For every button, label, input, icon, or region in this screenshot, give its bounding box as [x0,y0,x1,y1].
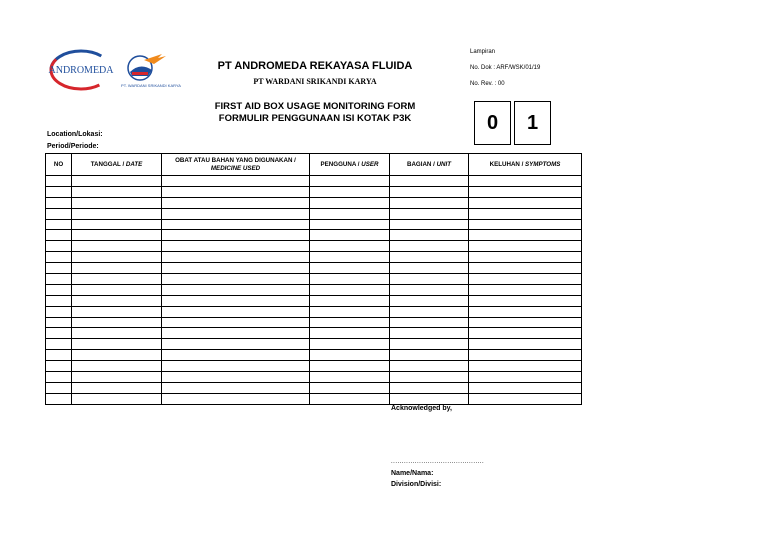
table-cell[interactable] [46,252,72,263]
table-cell[interactable] [162,306,310,317]
table-cell[interactable] [390,339,469,350]
table-cell[interactable] [72,263,162,274]
table-cell[interactable] [162,295,310,306]
table-cell[interactable] [390,186,469,197]
table-cell[interactable] [390,263,469,274]
table-cell[interactable] [469,317,582,328]
table-row [46,219,582,230]
table-cell[interactable] [46,176,72,187]
table-cell[interactable] [72,208,162,219]
lampiran-label: Lampiran [470,49,496,55]
table-cell[interactable] [469,241,582,252]
table-cell[interactable] [310,295,390,306]
table-cell[interactable] [72,372,162,383]
table-cell[interactable] [390,284,469,295]
table-row [46,339,582,350]
table-cell[interactable] [162,328,310,339]
table-cell[interactable] [162,361,310,372]
table-row [46,350,582,361]
table-cell[interactable] [162,230,310,241]
form-number-box-2: 1 [514,101,551,145]
table-cell[interactable] [162,350,310,361]
table-cell[interactable] [390,176,469,187]
usage-table [45,153,582,405]
name-label: Name/Nama: [391,470,434,477]
column-header-date: TANGGAL / DATE [72,154,162,176]
column-header-symptoms: KELUHAN / SYMPTOMS [469,154,582,176]
table-cell[interactable] [162,372,310,383]
table-cell[interactable] [46,274,72,285]
revision-number: No. Rev. : 00 [470,81,505,87]
table-cell[interactable] [310,208,390,219]
table-cell[interactable] [310,219,390,230]
table-cell[interactable] [72,295,162,306]
table-cell[interactable] [310,197,390,208]
table-cell[interactable] [390,241,469,252]
table-cell[interactable] [469,208,582,219]
table-row [46,306,582,317]
table-cell[interactable] [162,263,310,274]
andromeda-logo-text: ANDROMEDA [48,65,114,76]
table-cell[interactable] [162,393,310,404]
table-cell[interactable] [469,306,582,317]
table-cell[interactable] [310,306,390,317]
table-cell[interactable] [469,274,582,285]
table-row [46,263,582,274]
table-row [46,317,582,328]
table-cell[interactable] [310,186,390,197]
table-cell[interactable] [310,263,390,274]
table-cell[interactable] [310,252,390,263]
table-row [46,230,582,241]
table-cell[interactable] [390,350,469,361]
table-cell[interactable] [72,284,162,295]
table-cell[interactable] [72,393,162,404]
table-cell[interactable] [310,241,390,252]
table-cell[interactable] [46,350,72,361]
table-cell[interactable] [310,176,390,187]
table-cell[interactable] [72,306,162,317]
period-label: Period/Periode: [47,143,99,150]
table-cell[interactable] [46,306,72,317]
form-number-box-1: 0 [474,101,511,145]
table-cell[interactable] [162,284,310,295]
acknowledged-label: Acknowledged by, [391,405,452,412]
table-cell[interactable] [390,230,469,241]
table-cell[interactable] [72,350,162,361]
location-label: Location/Lokasi: [47,131,103,138]
table-cell[interactable] [72,252,162,263]
table-header-row [46,154,582,176]
table-cell[interactable] [390,274,469,285]
table-row [46,197,582,208]
table-row [46,241,582,252]
table-cell[interactable] [390,295,469,306]
table-cell[interactable] [390,382,469,393]
column-header-user: PENGGUNA / USER [310,154,390,176]
table-cell[interactable] [46,241,72,252]
table-cell[interactable] [390,317,469,328]
table-cell[interactable] [162,197,310,208]
table-cell[interactable] [162,176,310,187]
table-cell[interactable] [46,263,72,274]
table-cell[interactable] [310,339,390,350]
table-cell[interactable] [72,197,162,208]
table-row [46,176,582,187]
table-cell[interactable] [469,263,582,274]
andromeda-logo [45,48,117,92]
table-cell[interactable] [390,197,469,208]
table-cell[interactable] [72,317,162,328]
table-cell[interactable] [469,393,582,404]
table-body [46,176,582,405]
table-cell[interactable] [46,382,72,393]
column-header-unit: BAGIAN / UNIT [390,154,469,176]
table-cell[interactable] [390,252,469,263]
table-cell[interactable] [469,230,582,241]
table-cell[interactable] [469,382,582,393]
table-cell[interactable] [46,339,72,350]
table-cell[interactable] [469,176,582,187]
table-row [46,295,582,306]
column-header-medicine: OBAT ATAU BAHAN YANG DIGUNAKAN / MEDICINE USED [162,154,310,176]
table-cell[interactable] [162,208,310,219]
table-cell[interactable] [469,284,582,295]
table-row [46,252,582,263]
signature-line: ........................................... [391,459,485,465]
table-cell[interactable] [72,219,162,230]
table-cell[interactable] [162,274,310,285]
table-cell[interactable] [390,393,469,404]
table-cell[interactable] [390,372,469,383]
wardani-logo [118,50,184,90]
table-cell[interactable] [469,186,582,197]
table-cell[interactable] [46,197,72,208]
table-cell[interactable] [469,339,582,350]
table-cell[interactable] [310,317,390,328]
table-cell[interactable] [469,328,582,339]
table-cell[interactable] [72,339,162,350]
table-cell[interactable] [310,274,390,285]
table-cell[interactable] [469,197,582,208]
table-cell[interactable] [469,252,582,263]
table-cell[interactable] [46,328,72,339]
table-cell[interactable] [390,361,469,372]
table-cell[interactable] [310,350,390,361]
table-cell[interactable] [72,176,162,187]
table-cell[interactable] [72,361,162,372]
table-cell[interactable] [72,328,162,339]
table-row [46,372,582,383]
table-cell[interactable] [72,382,162,393]
table-cell[interactable] [46,284,72,295]
table-cell[interactable] [162,241,310,252]
table-cell[interactable] [162,219,310,230]
table-cell[interactable] [46,393,72,404]
table-cell[interactable] [310,284,390,295]
table-cell[interactable] [46,230,72,241]
table-row [46,382,582,393]
company-name-secondary: PT WARDANI SRIKANDI KARYA [253,77,377,86]
division-label: Division/Divisi: [391,481,442,488]
table-cell[interactable] [469,350,582,361]
table-cell[interactable] [46,208,72,219]
table-cell[interactable] [469,361,582,372]
table-cell[interactable] [310,372,390,383]
table-cell[interactable] [469,295,582,306]
table-cell[interactable] [46,186,72,197]
table-row [46,361,582,372]
column-header-no: NO [46,154,72,176]
table-cell[interactable] [390,208,469,219]
table-row [46,186,582,197]
company-name: PT ANDROMEDA REKAYASA FLUIDA [217,60,413,72]
table-cell[interactable] [46,219,72,230]
table-cell[interactable] [390,328,469,339]
table-cell[interactable] [46,361,72,372]
table-cell[interactable] [469,219,582,230]
table-cell[interactable] [310,393,390,404]
table-row [46,393,582,404]
table-cell[interactable] [310,230,390,241]
table-cell[interactable] [162,252,310,263]
table-cell[interactable] [390,306,469,317]
table-cell[interactable] [390,219,469,230]
table-row [46,284,582,295]
wardani-logo-caption: PT. WARDANI SRIKANDI KARYA [121,83,181,88]
table-cell[interactable] [72,241,162,252]
table-cell[interactable] [310,361,390,372]
table-cell[interactable] [72,230,162,241]
table-cell[interactable] [469,372,582,383]
table-cell[interactable] [310,382,390,393]
table-cell[interactable] [46,317,72,328]
table-row [46,208,582,219]
table-cell[interactable] [72,274,162,285]
table-row [46,328,582,339]
form-title: FIRST AID BOX USAGE MONITORING FORM [214,101,416,112]
table-cell[interactable] [310,328,390,339]
document-number: No. Dok : ARF/WSK/01/19 [470,65,541,71]
table-cell[interactable] [162,186,310,197]
table-cell[interactable] [46,372,72,383]
table-cell[interactable] [162,339,310,350]
table-cell[interactable] [162,317,310,328]
table-cell[interactable] [72,186,162,197]
table-row [46,274,582,285]
table-cell[interactable] [162,382,310,393]
table-cell[interactable] [46,295,72,306]
form-title-indonesian: FORMULIR PENGGUNAAN ISI KOTAK P3K [218,113,412,124]
